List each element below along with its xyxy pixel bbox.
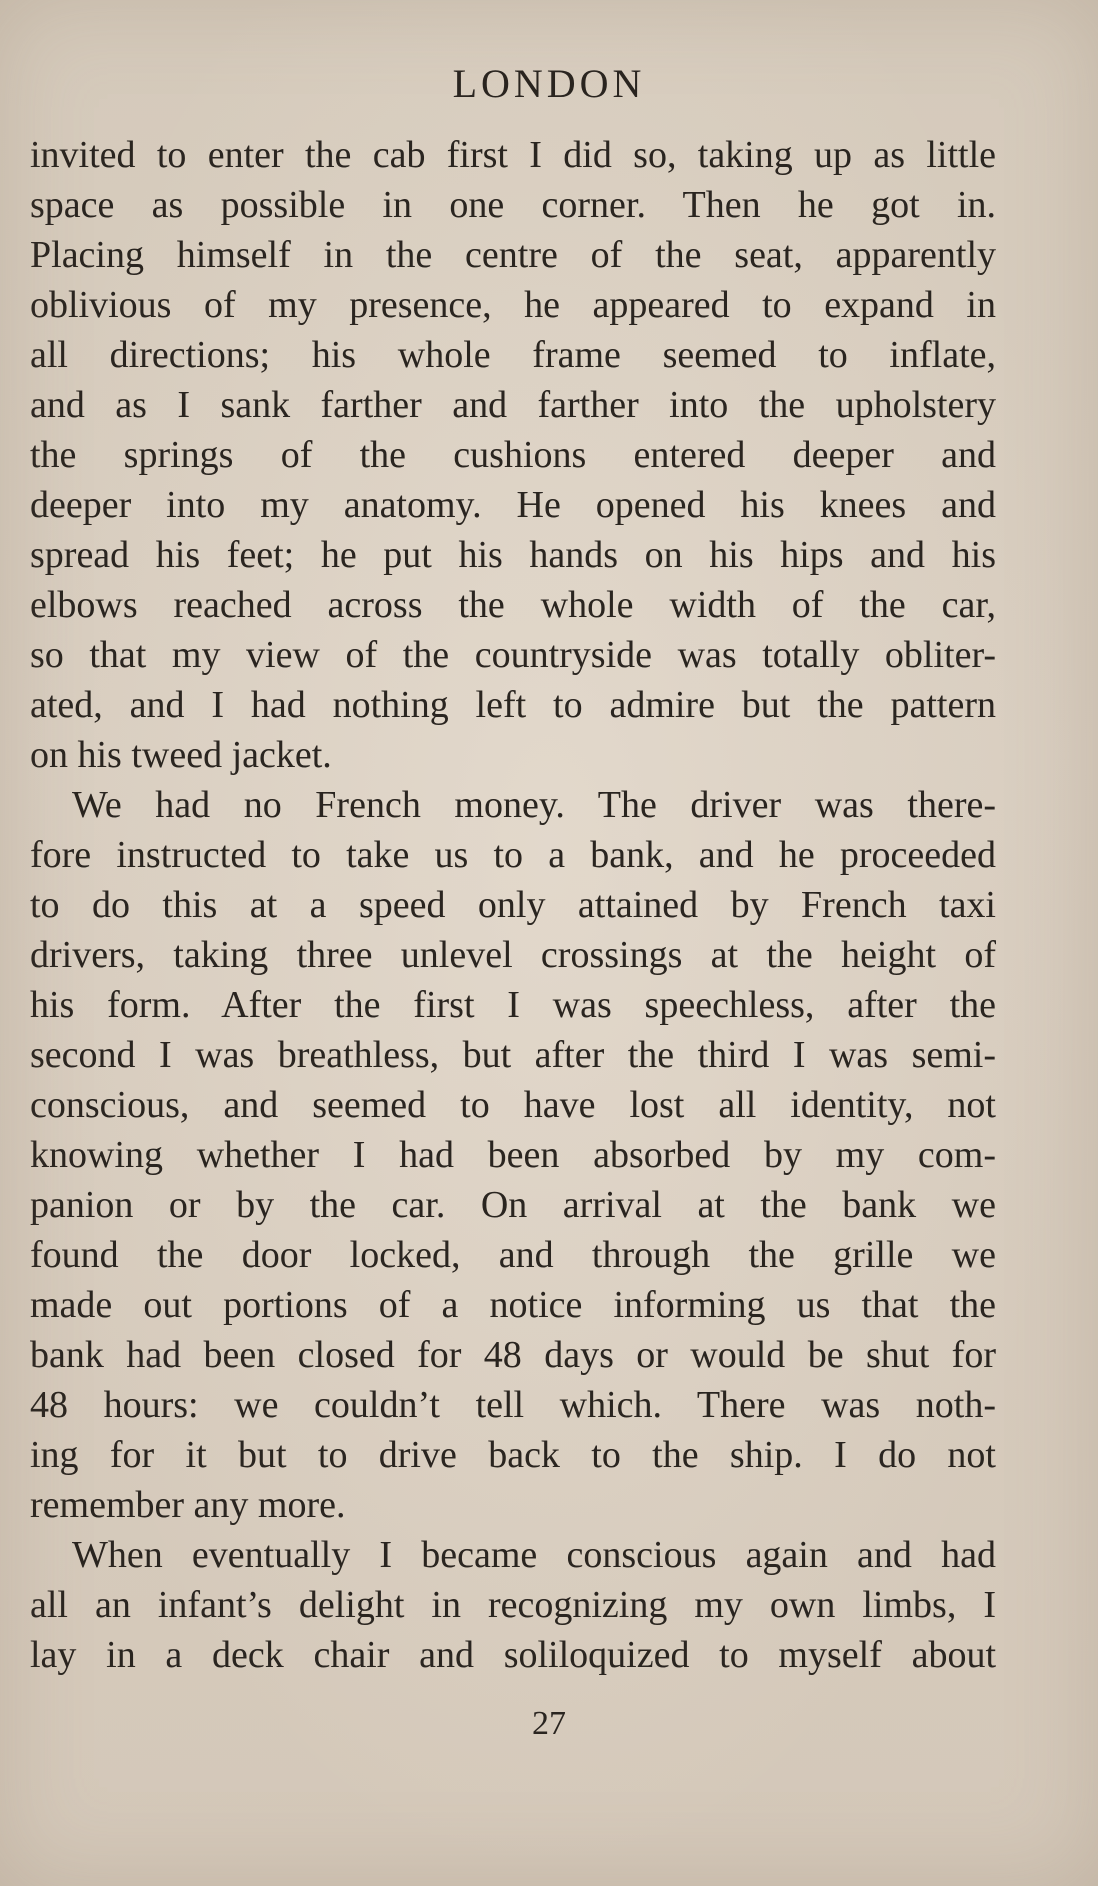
text-line: space as possible in one corner. Then he got in. xyxy=(30,184,996,226)
text-line: Placing himself in the centre of the seat, apparently xyxy=(30,234,996,276)
text-line: invited to enter the cab first I did so, taking up as little xyxy=(30,134,996,176)
text-line: all directions; his whole frame seemed to inflate, xyxy=(30,334,996,376)
text-line: on his tweed jacket. xyxy=(30,734,332,776)
text-line: We had no French money. The driver was there- xyxy=(72,784,996,826)
text-line: found the door locked, and through the grille we xyxy=(30,1234,996,1276)
text-line: fore instructed to take us to a bank, and he proceeded xyxy=(30,834,996,876)
text-line: knowing whether I had been absorbed by my com- xyxy=(30,1134,996,1176)
page-number: 27 xyxy=(532,1705,566,1742)
text-line: the springs of the cushions entered deeper and xyxy=(30,434,996,476)
text-line: made out portions of a notice informing us that the xyxy=(30,1284,996,1326)
text-line: spread his feet; he put his hands on his hips and his xyxy=(30,534,996,576)
text-line: ated, and I had nothing left to admire but the pattern xyxy=(30,684,996,726)
text-line: his form. After the first I was speechless, after the xyxy=(30,984,996,1026)
text-line: drivers, taking three unlevel crossings at the height of xyxy=(30,934,996,976)
running-head: LONDON xyxy=(452,61,646,106)
text-line: lay in a deck chair and soliloquized to myself about xyxy=(30,1634,996,1676)
text-line: When eventually I became conscious again and had xyxy=(72,1534,996,1576)
text-line: and as I sank farther and farther into the upholstery xyxy=(30,384,996,426)
text-line: 48 hours: we couldn’t tell which. There was noth- xyxy=(30,1384,996,1426)
text-line: all an infant’s delight in recognizing my own limbs, I xyxy=(30,1584,996,1626)
body-text xyxy=(30,130,996,1680)
text-line: deeper into my anatomy. He opened his knees and xyxy=(30,484,996,526)
text-line: conscious, and seemed to have lost all identity, not xyxy=(30,1084,996,1126)
text-line: panion or by the car. On arrival at the bank we xyxy=(30,1184,996,1226)
text-line: bank had been closed for 48 days or would be shut for xyxy=(30,1334,996,1376)
text-line: oblivious of my presence, he appeared to expand in xyxy=(30,284,996,326)
text-line: so that my view of the countryside was totally obliter- xyxy=(30,634,996,676)
text-line: ing for it but to drive back to the ship. I do not xyxy=(30,1434,996,1476)
text-line: to do this at a speed only attained by French taxi xyxy=(30,884,996,926)
text-line: remember any more. xyxy=(30,1484,346,1526)
text-line: elbows reached across the whole width of the car, xyxy=(30,584,996,626)
text-line: second I was breathless, but after the third I was semi- xyxy=(30,1034,996,1076)
